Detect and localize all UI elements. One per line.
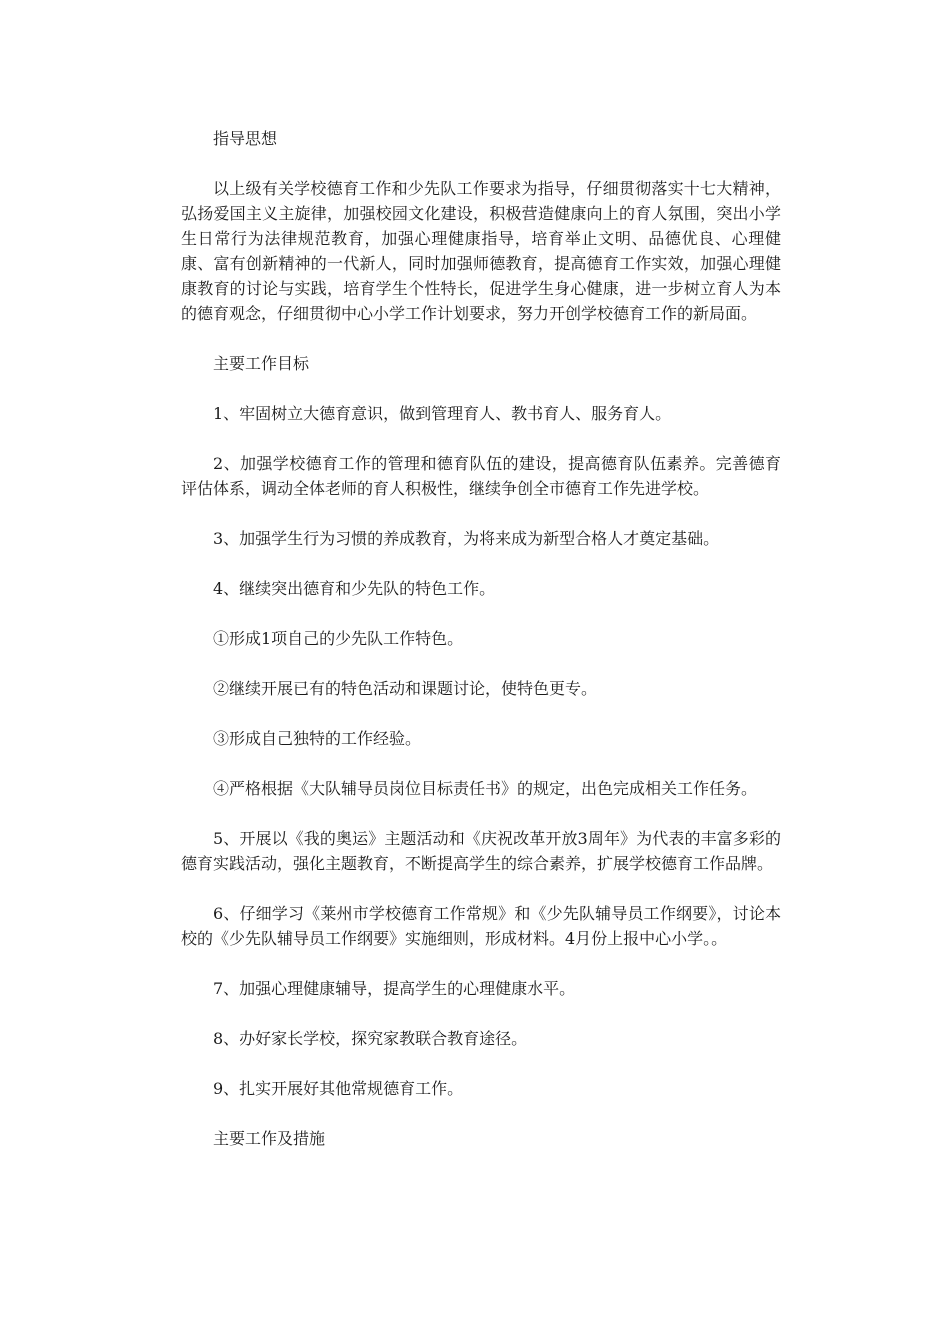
- goal-subitem-3: ③形成自己独特的工作经验。: [213, 729, 422, 748]
- goal-item-8: 8、办好家长学校，探究家教联合教育途径。: [213, 1029, 528, 1048]
- goal-item-2: 2、加强学校德育工作的管理和德育队伍的建设，提高德育队伍素养。完善德育评估体系，调动全体老师的育人积极性，继续争创全市德育工作先进学校。: [181, 454, 781, 498]
- goal-subitem-1: ①形成1项自己的少先队工作特色。: [213, 629, 464, 648]
- goal-item-3: 3、加强学生行为习惯的养成教育，为将来成为新型合格人才奠定基础。: [213, 529, 720, 548]
- goal-subitem-2: ②继续开展已有的特色活动和课题讨论，使特色更专。: [213, 679, 598, 698]
- goal-item-7: 7、加强心理健康辅导，提高学生的心理健康水平。: [213, 979, 576, 998]
- goal-item-9: 9、扎实开展好其他常规德育工作。: [213, 1079, 464, 1098]
- heading-guiding-thought: 指导思想: [213, 129, 278, 148]
- heading-main-measures: 主要工作及措施: [213, 1129, 326, 1148]
- goal-item-1: 1、牢固树立大德育意识，做到管理育人、教书育人、服务育人。: [213, 404, 672, 423]
- heading-main-goals: 主要工作目标: [213, 354, 310, 373]
- guiding-thought-paragraph: 以上级有关学校德育工作和少先队工作要求为指导，仔细贯彻落实十七大精神，弘扬爱国主义主旋律，加强校园文化建设，积极营造健康向上的育人氛围，突出小学生日常行为法律规范教育，加强心理健康指导，培育举止文明、品德优良、心理健康、富有创新精神的一代新人，同时加强师德教育，提高德育工作实效，加强心理健康教育的讨论与实践，培育学生个性特长，促进学生身心健康，进一步树立育人为本的德育观念，仔细贯彻中心小学工作计划要求，努力开创学校德育工作的新局面。: [181, 179, 781, 323]
- goal-subitem-4: ④严格根据《大队辅导员岗位目标责任书》的规定，出色完成相关工作任务。: [213, 779, 758, 798]
- goal-item-6: 6、仔细学习《莱州市学校德育工作常规》和《少先队辅导员工作纲要》，讨论本校的《少先队辅导员工作纲要》实施细则，形成材料。4月份上报中心小学。。: [181, 904, 781, 948]
- goal-item-5: 5、开展以《我的奥运》主题活动和《庆祝改革开放3周年》为代表的丰富多彩的德育实践活动，强化主题教育，不断提高学生的综合素养，扩展学校德育工作品牌。: [181, 829, 781, 873]
- document-body: [181, 126, 781, 1176]
- goal-item-4: 4、继续突出德育和少先队的特色工作。: [213, 579, 496, 598]
